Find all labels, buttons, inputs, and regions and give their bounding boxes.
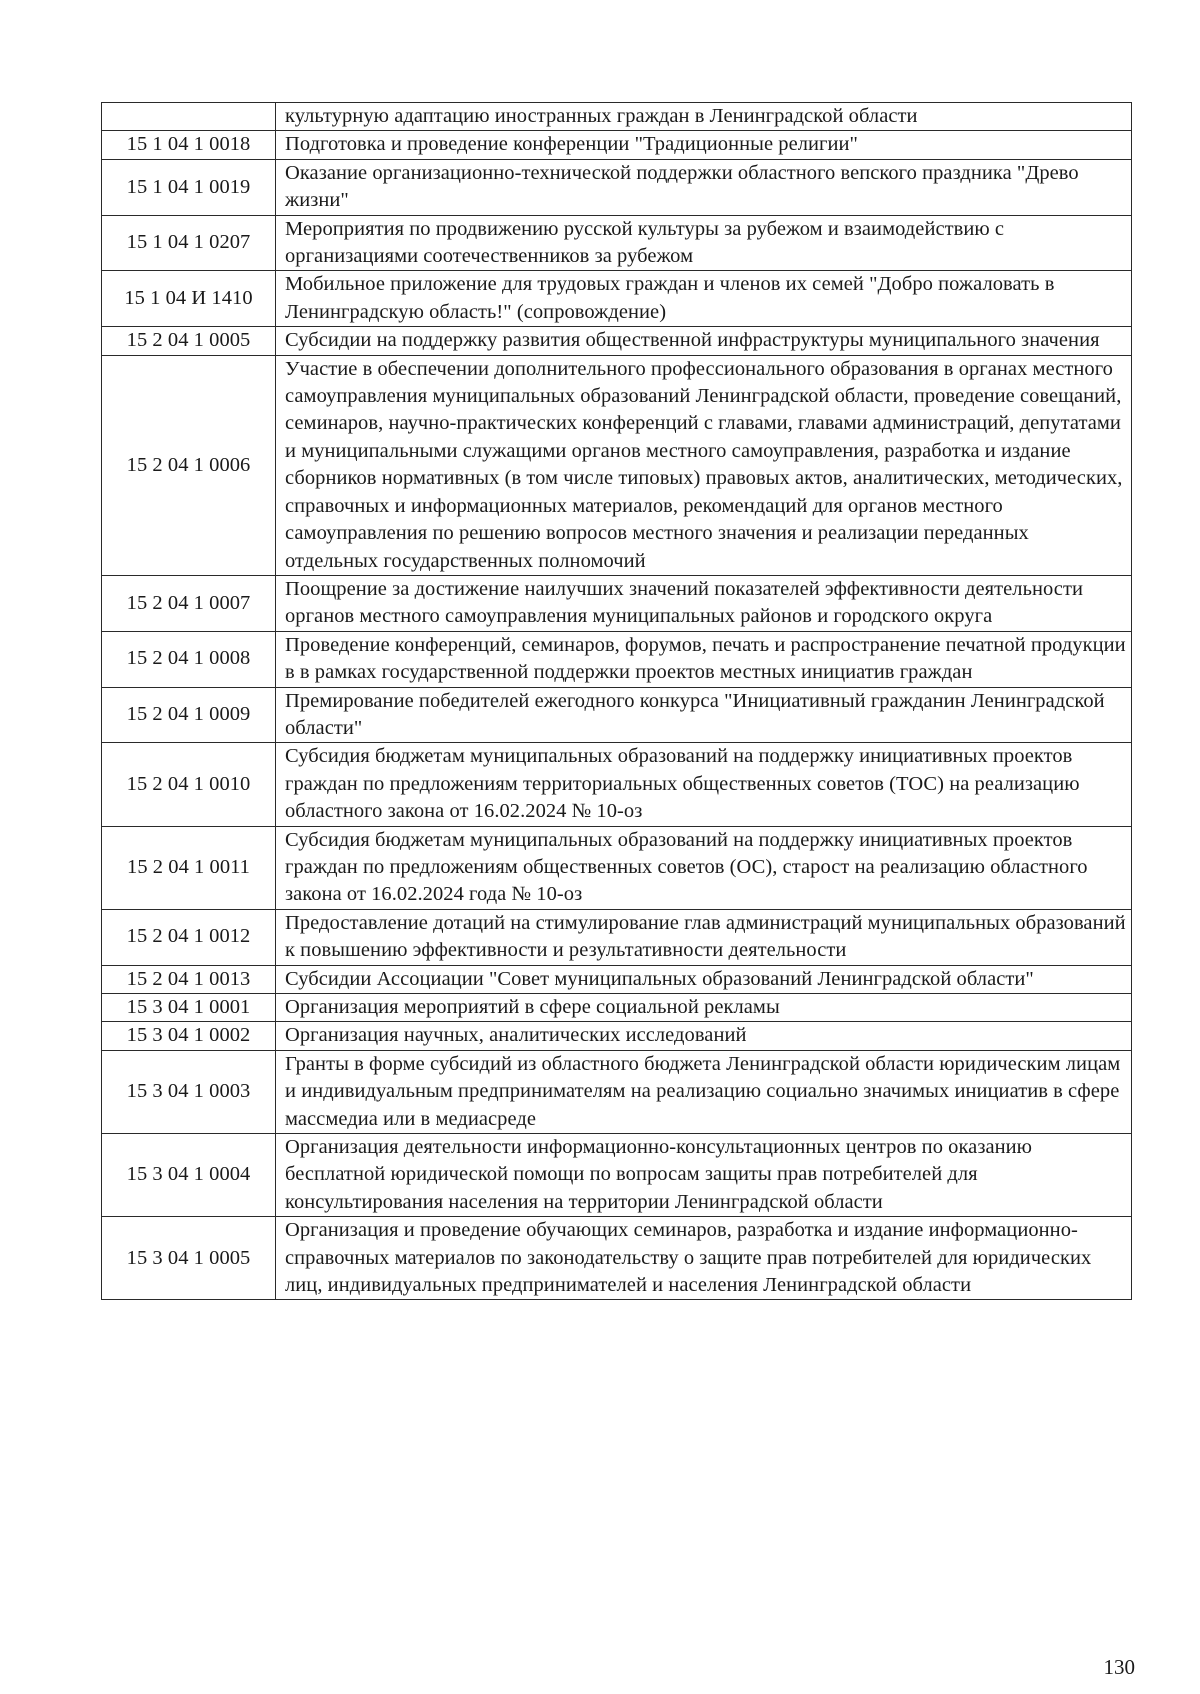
table-row: [102, 1217, 1132, 1300]
row-code: 15 2 04 1 0005: [102, 327, 276, 355]
row-description: Предоставление дотаций на стимулирование глав администраций муниципальных образований к повышению эффективности и результативности деятельности: [276, 909, 1132, 965]
row-code: 15 3 04 1 0002: [102, 1022, 276, 1050]
row-code: 15 2 04 1 0010: [102, 743, 276, 826]
row-description: Организация научных, аналитических исследований: [276, 1022, 1132, 1050]
table-row: [102, 743, 1132, 826]
row-description: Субсидия бюджетам муниципальных образований на поддержку инициативных проектов граждан по предложениям территориальных общественных советов (ТОС) на реализацию областного закона от 16.02.2024 № 10-оз: [276, 743, 1132, 826]
table-row: [102, 909, 1132, 965]
table-row: [102, 271, 1132, 327]
row-description: Премирование победителей ежегодного конкурса "Инициативный гражданин Ленинградской области": [276, 687, 1132, 743]
table-row: [102, 1022, 1132, 1050]
row-code: 15 2 04 1 0013: [102, 965, 276, 993]
row-description: Участие в обеспечении дополнительного профессионального образования в органах местного самоуправления муниципальных образований Ленинградской области, проведение совещаний, семинаров, научно-практических конференций с главами, главами администраций, депутатами и муниципальными служащими органов местного самоуправления, разработка и издание сборников нормативных (в том числе типовых) правовых актов, аналитических, методических, справочных и информационных материалов, рекомендаций для органов местного самоуправления по решению вопросов местного значения и реализации переданных отдельных государственных полномочий: [276, 355, 1132, 575]
row-description: Мобильное приложение для трудовых граждан и членов их семей "Добро пожаловать в Ленинградскую область!" (сопровождение): [276, 271, 1132, 327]
row-description: Проведение конференций, семинаров, форумов, печать и распространение печатной продукции в в рамках государственной поддержки проектов местных инициатив граждан: [276, 631, 1132, 687]
row-description: Подготовка и проведение конференции "Традиционные религии": [276, 131, 1132, 159]
table-row: [102, 994, 1132, 1022]
table-row: [102, 1134, 1132, 1217]
table-row: [102, 965, 1132, 993]
row-code: 15 1 04 1 0207: [102, 215, 276, 271]
row-description: Субсидии Ассоциации "Совет муниципальных образований Ленинградской области": [276, 965, 1132, 993]
row-description: Организация мероприятий в сфере социальной рекламы: [276, 994, 1132, 1022]
row-description: культурную адаптацию иностранных граждан в Ленинградской области: [276, 103, 1132, 131]
row-description: Оказание организационно-технической поддержки областного вепского праздника "Древо жизни": [276, 159, 1132, 215]
table-row: [102, 826, 1132, 909]
row-code: 15 3 04 1 0001: [102, 994, 276, 1022]
row-description: Субсидии на поддержку развития общественной инфраструктуры муниципального значения: [276, 327, 1132, 355]
table-row: [102, 575, 1132, 631]
table-row: [102, 355, 1132, 575]
row-description: Субсидия бюджетам муниципальных образований на поддержку инициативных проектов граждан по предложениям общественных советов (ОС), старост на реализацию областного закона от 16.02.2024 года № 10-оз: [276, 826, 1132, 909]
row-code: 15 3 04 1 0003: [102, 1050, 276, 1133]
row-code: [102, 103, 276, 131]
row-code: 15 1 04 1 0018: [102, 131, 276, 159]
row-code: 15 1 04 1 0019: [102, 159, 276, 215]
table-row: [102, 215, 1132, 271]
table-row: [102, 1050, 1132, 1133]
row-code: 15 2 04 1 0007: [102, 575, 276, 631]
table-row: [102, 631, 1132, 687]
table-row: [102, 687, 1132, 743]
row-code: 15 2 04 1 0006: [102, 355, 276, 575]
row-description: Мероприятия по продвижению русской культуры за рубежом и взаимодействию с организациями соотечественников за рубежом: [276, 215, 1132, 271]
row-description: Организация и проведение обучающих семинаров, разработка и издание информационно-справочных материалов по законодательству о защите прав потребителей для юридических лиц, индивидуальных предпринимателей и населения Ленинградской области: [276, 1217, 1132, 1300]
table-row: [102, 327, 1132, 355]
row-code: 15 1 04 И 1410: [102, 271, 276, 327]
budget-classification-table: [101, 102, 1132, 1300]
table-row: [102, 103, 1132, 131]
table-row: [102, 159, 1132, 215]
row-code: 15 2 04 1 0012: [102, 909, 276, 965]
row-description: Гранты в форме субсидий из областного бюджета Ленинградской области юридическим лицам и индивидуальным предпринимателям на реализацию социально значимых инициатив в сфере массмедиа или в медиасреде: [276, 1050, 1132, 1133]
page-number: 130: [1103, 1655, 1135, 1679]
row-code: 15 2 04 1 0008: [102, 631, 276, 687]
row-code: 15 2 04 1 0011: [102, 826, 276, 909]
row-description: Поощрение за достижение наилучших значений показателей эффективности деятельности органов местного самоуправления муниципальных районов и городского округа: [276, 575, 1132, 631]
row-description: Организация деятельности информационно-консультационных центров по оказанию бесплатной юридической помощи по вопросам защиты прав потребителей для консультирования населения на территории Ленинградской области: [276, 1134, 1132, 1217]
table-row: [102, 131, 1132, 159]
row-code: 15 3 04 1 0004: [102, 1134, 276, 1217]
row-code: 15 3 04 1 0005: [102, 1217, 276, 1300]
row-code: 15 2 04 1 0009: [102, 687, 276, 743]
